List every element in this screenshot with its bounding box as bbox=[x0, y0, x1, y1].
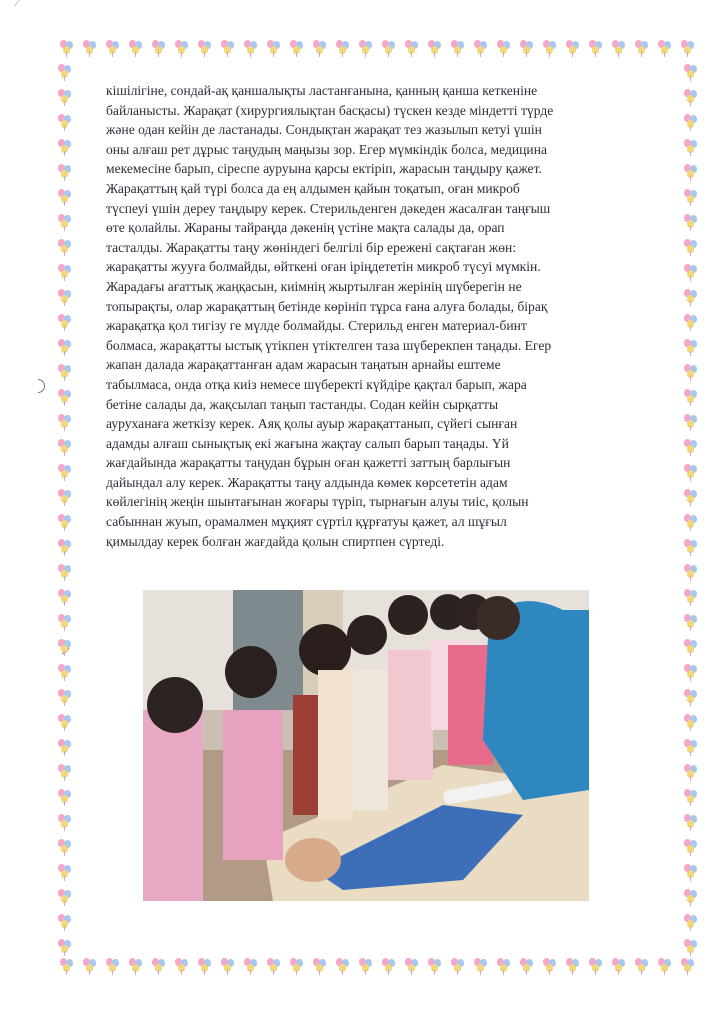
text-line: түспеуі үшін дереу таңдыру керек. Стерильденген дәкеден жасалған таңғыш bbox=[106, 200, 551, 216]
balloon-cluster-icon bbox=[58, 789, 72, 805]
balloon-cluster-icon bbox=[129, 40, 143, 56]
balloon-cluster-icon bbox=[58, 464, 72, 480]
balloon-cluster-icon bbox=[58, 664, 72, 680]
balloon-cluster-icon bbox=[684, 89, 698, 105]
balloon-cluster-icon bbox=[58, 539, 72, 555]
balloon-cluster-icon bbox=[58, 139, 72, 155]
balloon-cluster-icon bbox=[684, 514, 698, 530]
balloon-cluster-icon bbox=[58, 489, 72, 505]
balloon-cluster-icon bbox=[58, 589, 72, 605]
balloon-cluster-icon bbox=[313, 958, 327, 974]
balloon-cluster-icon bbox=[267, 958, 281, 974]
balloon-cluster-icon bbox=[198, 958, 212, 974]
balloon-cluster-icon bbox=[684, 289, 698, 305]
balloon-cluster-icon bbox=[684, 164, 698, 180]
balloon-cluster-icon bbox=[684, 489, 698, 505]
balloon-cluster-icon bbox=[684, 639, 698, 655]
balloon-cluster-icon bbox=[58, 914, 72, 930]
balloon-cluster-icon bbox=[58, 414, 72, 430]
balloon-cluster-icon bbox=[382, 40, 396, 56]
balloon-cluster-icon bbox=[684, 689, 698, 705]
balloon-cluster-icon bbox=[684, 414, 698, 430]
balloon-cluster-icon bbox=[58, 64, 72, 80]
paper-crease bbox=[14, 0, 76, 7]
text-line: ауруханаға жеткізу керек. Аяқ қолы ауыр жарақаттанып, сүйегі сынған bbox=[106, 416, 518, 432]
balloon-cluster-icon bbox=[359, 958, 373, 974]
balloon-cluster-icon bbox=[681, 958, 695, 974]
text-line: болмаса, жарақатты ыстық үтікпен үтіктелген таза шүберекпен таңады. Егер bbox=[106, 337, 552, 353]
balloon-cluster-icon bbox=[684, 589, 698, 605]
balloon-cluster-icon bbox=[684, 739, 698, 755]
balloon-cluster-icon bbox=[684, 139, 698, 155]
balloon-cluster-icon bbox=[543, 40, 557, 56]
balloon-cluster-icon bbox=[129, 958, 143, 974]
balloon-cluster-icon bbox=[684, 564, 698, 580]
text-line: адамды алғаш сынықтық екі жағына жақтау салып барып таңады. Үй bbox=[106, 435, 509, 451]
balloon-cluster-icon bbox=[58, 739, 72, 755]
balloon-cluster-icon bbox=[684, 214, 698, 230]
balloon-cluster-icon bbox=[589, 40, 603, 56]
balloon-cluster-icon bbox=[684, 789, 698, 805]
balloon-cluster-icon bbox=[152, 958, 166, 974]
balloon-cluster-icon bbox=[566, 958, 580, 974]
balloon-cluster-icon bbox=[221, 40, 235, 56]
balloon-cluster-icon bbox=[58, 289, 72, 305]
balloon-cluster-icon bbox=[451, 958, 465, 974]
balloon-cluster-icon bbox=[106, 40, 120, 56]
balloon-cluster-icon bbox=[58, 714, 72, 730]
balloon-cluster-icon bbox=[681, 40, 695, 56]
balloon-cluster-icon bbox=[382, 958, 396, 974]
balloon-border-right bbox=[684, 64, 698, 954]
text-line: тасталды. Жарақатты таңу жөніндегі белгілі бір ережені сақтаған жөн: bbox=[106, 239, 517, 255]
balloon-cluster-icon bbox=[497, 40, 511, 56]
balloon-cluster-icon bbox=[58, 889, 72, 905]
text-line: оны алғаш рет дұрыс таңудың маңызы зор. Егер мүмкіндік болса, медицина bbox=[106, 141, 548, 157]
balloon-cluster-icon bbox=[684, 389, 698, 405]
balloon-cluster-icon bbox=[58, 839, 72, 855]
balloon-cluster-icon bbox=[428, 40, 442, 56]
balloon-cluster-icon bbox=[58, 514, 72, 530]
text-line: жарақатқа қол тигізу ге мүлде болмайды. Стерильд енген материал-бинт bbox=[106, 318, 527, 334]
balloon-cluster-icon bbox=[336, 40, 350, 56]
balloon-cluster-icon bbox=[566, 40, 580, 56]
balloon-cluster-icon bbox=[313, 40, 327, 56]
balloon-cluster-icon bbox=[58, 364, 72, 380]
balloon-cluster-icon bbox=[684, 864, 698, 880]
text-line: көйлегінің жеңін шынтағынан жоғары түріп, тырнағын алуы тиіс, қолын bbox=[106, 494, 529, 510]
balloon-cluster-icon bbox=[244, 958, 258, 974]
balloon-cluster-icon bbox=[635, 40, 649, 56]
balloon-cluster-icon bbox=[658, 958, 672, 974]
balloon-cluster-icon bbox=[684, 939, 698, 955]
balloon-cluster-icon bbox=[58, 314, 72, 330]
balloon-cluster-icon bbox=[428, 958, 442, 974]
text-line: табылмаса, онда отқа киіз немесе шүберекті күйдіре қақтал барып, жара bbox=[106, 376, 527, 392]
balloon-cluster-icon bbox=[175, 958, 189, 974]
first-aid-photo bbox=[143, 590, 589, 901]
balloon-cluster-icon bbox=[58, 264, 72, 280]
balloon-cluster-icon bbox=[612, 958, 626, 974]
balloon-cluster-icon bbox=[684, 814, 698, 830]
balloon-cluster-icon bbox=[635, 958, 649, 974]
balloon-cluster-icon bbox=[684, 539, 698, 555]
balloon-cluster-icon bbox=[405, 958, 419, 974]
balloon-cluster-icon bbox=[175, 40, 189, 56]
balloon-cluster-icon bbox=[543, 958, 557, 974]
text-line: жағдайында жарақатты таңудан бұрын оған қажетті заттың барлығын bbox=[106, 455, 511, 471]
balloon-cluster-icon bbox=[58, 389, 72, 405]
balloon-border-bottom bbox=[60, 958, 710, 974]
balloon-cluster-icon bbox=[474, 958, 488, 974]
balloon-cluster-icon bbox=[58, 864, 72, 880]
balloon-cluster-icon bbox=[684, 839, 698, 855]
balloon-cluster-icon bbox=[520, 40, 534, 56]
balloon-cluster-icon bbox=[658, 40, 672, 56]
balloon-cluster-icon bbox=[684, 114, 698, 130]
balloon-cluster-icon bbox=[405, 40, 419, 56]
balloon-cluster-icon bbox=[684, 64, 698, 80]
balloon-cluster-icon bbox=[684, 339, 698, 355]
balloon-cluster-icon bbox=[684, 714, 698, 730]
balloon-cluster-icon bbox=[684, 364, 698, 380]
balloon-cluster-icon bbox=[244, 40, 258, 56]
balloon-cluster-icon bbox=[290, 958, 304, 974]
text-line: сабыннан жуып, орамалмен мұқият сүртіл құрғатуы қажет, ал шұғыл bbox=[106, 514, 507, 530]
balloon-cluster-icon bbox=[684, 664, 698, 680]
text-line: мекемесіне барып, сіреспе ауруына қарсы ектіріп, жарасын таңдыру қажет. bbox=[106, 161, 542, 177]
text-line: жарақатты жууға болмайды, өйткені оған іріңдететін микроб түсуі мүмкін. bbox=[106, 259, 541, 275]
balloon-cluster-icon bbox=[58, 689, 72, 705]
balloon-cluster-icon bbox=[58, 614, 72, 630]
text-line: қимылдау керек болған жағдайда қолын спиртпен сүртеді. bbox=[106, 533, 445, 549]
balloon-cluster-icon bbox=[83, 958, 97, 974]
balloon-cluster-icon bbox=[58, 639, 72, 655]
text-line: кішілігіне, сондай-ақ қаншалықты ластанғанына, қанның қанша кеткеніне bbox=[106, 83, 538, 98]
balloon-border-top bbox=[60, 40, 710, 56]
balloon-cluster-icon bbox=[83, 40, 97, 56]
text-line: Жарадағы ағаттық жаңқасын, киімнің жыртылған жерінің шүберегін не bbox=[106, 278, 522, 294]
punch-hole-mark bbox=[38, 379, 45, 393]
balloon-cluster-icon bbox=[684, 264, 698, 280]
balloon-cluster-icon bbox=[58, 339, 72, 355]
balloon-cluster-icon bbox=[684, 239, 698, 255]
balloon-cluster-icon bbox=[684, 889, 698, 905]
balloon-cluster-icon bbox=[612, 40, 626, 56]
balloon-cluster-icon bbox=[106, 958, 120, 974]
balloon-cluster-icon bbox=[520, 958, 534, 974]
balloon-cluster-icon bbox=[58, 214, 72, 230]
balloon-cluster-icon bbox=[684, 614, 698, 630]
text-line: дайындал алу керек. Жарақатты таңу алдында көмек көрсететін адам bbox=[106, 474, 508, 490]
balloon-cluster-icon bbox=[267, 40, 281, 56]
text-line: топырақты, олар жарақаттың бетінде көрініп тұрса ғана алуға болады, бірақ bbox=[106, 298, 548, 314]
body-paragraph bbox=[106, 81, 646, 551]
text-line: Жарақаттың қай түрі болса да ең алдымен қайын тоқатып, оған микроб bbox=[106, 180, 520, 196]
balloon-cluster-icon bbox=[58, 114, 72, 130]
balloon-cluster-icon bbox=[58, 764, 72, 780]
balloon-cluster-icon bbox=[152, 40, 166, 56]
text-line: бетіне салады да, жақсылап таңып тастанды. Содан кейін сырқатты bbox=[106, 396, 499, 412]
balloon-cluster-icon bbox=[684, 464, 698, 480]
balloon-cluster-icon bbox=[60, 958, 74, 974]
balloon-cluster-icon bbox=[290, 40, 304, 56]
text-line: және одан кейін де ластанады. Сондықтан жарақат тез жазылып кетуі үшін bbox=[106, 122, 542, 138]
balloon-cluster-icon bbox=[58, 439, 72, 455]
balloon-cluster-icon bbox=[474, 40, 488, 56]
balloon-cluster-icon bbox=[589, 958, 603, 974]
balloon-cluster-icon bbox=[359, 40, 373, 56]
balloon-cluster-icon bbox=[58, 189, 72, 205]
balloon-cluster-icon bbox=[58, 939, 72, 955]
balloon-cluster-icon bbox=[684, 314, 698, 330]
balloon-cluster-icon bbox=[221, 958, 235, 974]
balloon-border-left bbox=[58, 64, 72, 954]
balloon-cluster-icon bbox=[451, 40, 465, 56]
balloon-cluster-icon bbox=[497, 958, 511, 974]
balloon-cluster-icon bbox=[58, 564, 72, 580]
text-line: өте қолайлы. Жараны тайраңда дәкенің үстіне мақта салады да, орап bbox=[106, 220, 505, 236]
balloon-cluster-icon bbox=[684, 439, 698, 455]
text-line: жапан далада жарақаттанған адам жарасын таңатын арнайы ештеме bbox=[106, 357, 501, 373]
balloon-cluster-icon bbox=[60, 40, 74, 56]
balloon-cluster-icon bbox=[58, 89, 72, 105]
text-line: байланысты. Жарақат (хирургиялықтан басқасы) түскен кезде міндетті түрде bbox=[106, 102, 554, 118]
balloon-cluster-icon bbox=[58, 814, 72, 830]
balloon-cluster-icon bbox=[684, 914, 698, 930]
balloon-cluster-icon bbox=[198, 40, 212, 56]
balloon-cluster-icon bbox=[684, 189, 698, 205]
balloon-cluster-icon bbox=[684, 764, 698, 780]
balloon-cluster-icon bbox=[336, 958, 350, 974]
balloon-cluster-icon bbox=[58, 164, 72, 180]
balloon-cluster-icon bbox=[58, 239, 72, 255]
